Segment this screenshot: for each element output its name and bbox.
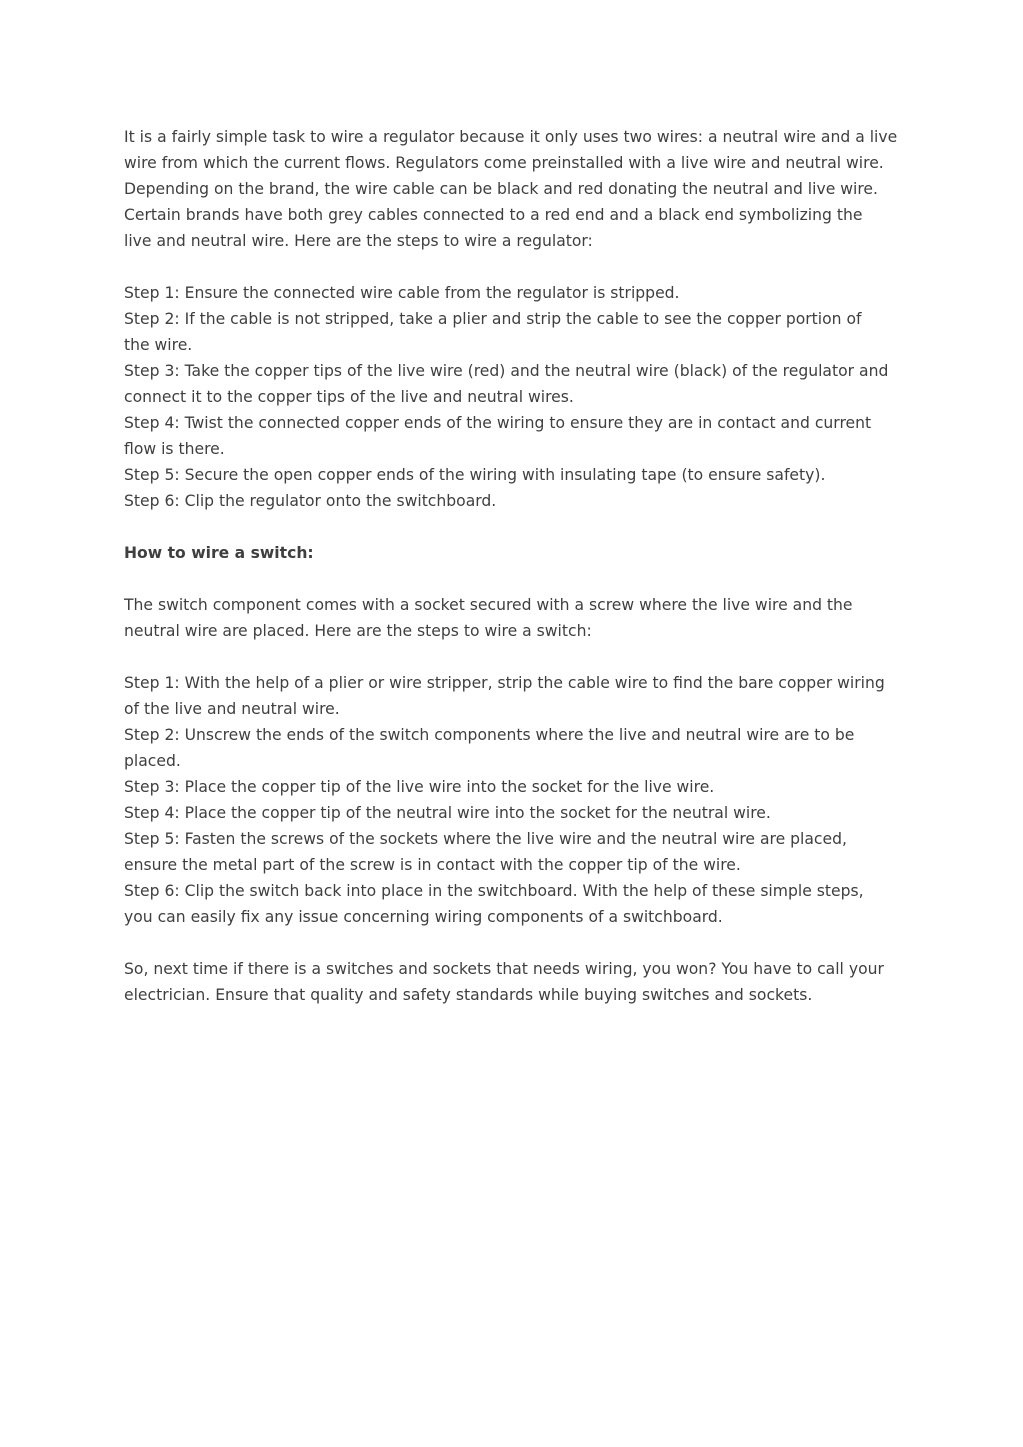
switch-step-line: Step 2: Unscrew the ends of the switch components where the live and neutral wire are to be [124,726,855,744]
regulator-steps [124,280,904,514]
switch-step-line: you can easily fix any issue concerning wiring components of a switchboard. [124,908,723,926]
paragraph-spacer [124,514,904,540]
switch-steps [124,670,904,930]
intro-line: It is a fairly simple task to wire a regulator because it only uses two wires: a neutral wire and a live [124,128,898,146]
regulator-step-line: flow is there. [124,440,225,458]
switch-step-line: Step 6: Clip the switch back into place in the switchboard. With the help of these simple steps, [124,882,864,900]
switch-step-line: Step 3: Place the copper tip of the live wire into the socket for the live wire. [124,778,715,796]
document-page [124,124,904,1008]
intro-line: Certain brands have both grey cables connected to a red end and a black end symbolizing the [124,206,863,224]
regulator-step-line: Step 6: Clip the regulator onto the switchboard. [124,492,497,510]
paragraph-spacer [124,930,904,956]
switch-step-line: Step 4: Place the copper tip of the neutral wire into the socket for the neutral wire. [124,804,771,822]
intro-paragraph [124,124,904,254]
paragraph-spacer [124,566,904,592]
paragraph-spacer [124,644,904,670]
switch-step-line: of the live and neutral wire. [124,700,340,718]
switch-section-heading: How to wire a switch: [124,544,314,562]
intro-line: live and neutral wire. Here are the steps to wire a regulator: [124,232,593,250]
switch-step-line: ensure the metal part of the screw is in contact with the copper tip of the wire. [124,856,741,874]
regulator-step-line: Step 1: Ensure the connected wire cable from the regulator is stripped. [124,284,680,302]
intro-line: Depending on the brand, the wire cable can be black and red donating the neutral and live wire. [124,180,878,198]
closing-line: electrician. Ensure that quality and safety standards while buying switches and sockets. [124,986,813,1004]
switch-step-line: Step 1: With the help of a plier or wire stripper, strip the cable wire to find the bare copper wiring [124,674,885,692]
switch-intro-line: The switch component comes with a socket secured with a screw where the live wire and the [124,596,853,614]
regulator-step-line: Step 3: Take the copper tips of the live wire (red) and the neutral wire (black) of the regulator and [124,362,889,380]
regulator-step-line: the wire. [124,336,193,354]
regulator-step-line: Step 5: Secure the open copper ends of the wiring with insulating tape (to ensure safety). [124,466,826,484]
switch-intro-line: neutral wire are placed. Here are the steps to wire a switch: [124,622,592,640]
switch-step-line: Step 5: Fasten the screws of the sockets where the live wire and the neutral wire are placed, [124,830,847,848]
switch-step-line: placed. [124,752,181,770]
paragraph-spacer [124,254,904,280]
regulator-step-line: Step 4: Twist the connected copper ends of the wiring to ensure they are in contact and current [124,414,872,432]
regulator-step-line: Step 2: If the cable is not stripped, take a plier and strip the cable to see the copper portion of [124,310,862,328]
switch-intro-paragraph [124,592,904,644]
closing-paragraph [124,956,904,1008]
closing-line: So, next time if there is a switches and sockets that needs wiring, you won? You have to call your [124,960,884,978]
regulator-step-line: connect it to the copper tips of the live and neutral wires. [124,388,574,406]
intro-line: wire from which the current flows. Regulators come preinstalled with a live wire and neutral wire. [124,154,884,172]
